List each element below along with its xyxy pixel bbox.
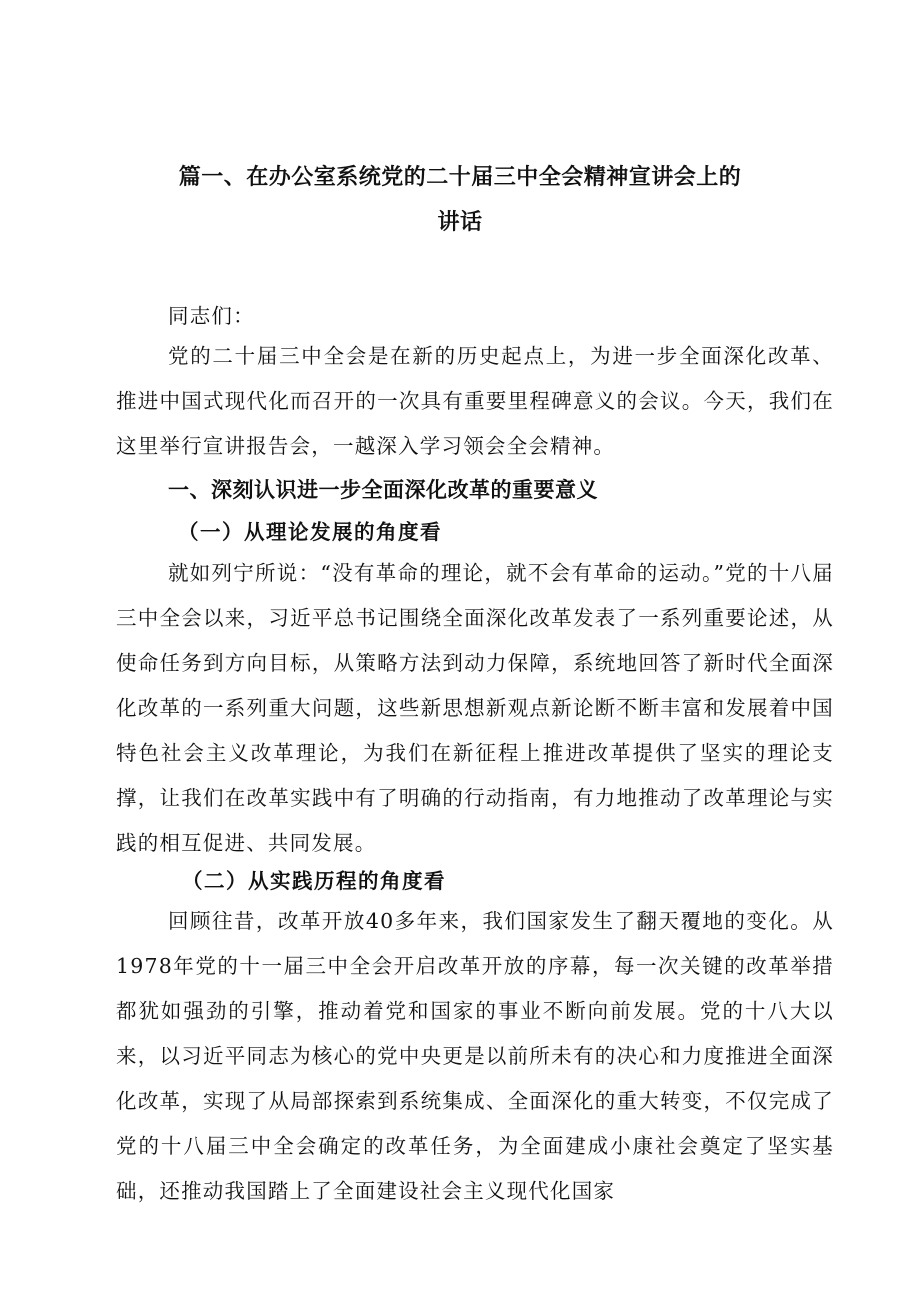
- subsection-2-paragraph: 回顾往昔，改革开放40多年来，我们国家发生了翻天覆地的变化。从1978年党的十一届三中全会开启改革开放的序幕，每一次关键的改革举措都犹如强劲的引擎，推动着党和国家的事业不断向前发展。党的十八大以来，以习近平同志为核心的党中央更是以前所未有的决心和力度推进全面深化改革，实现了从局部探索到系统集成、全面深化的重大转变，不仅完成了党的十八届三中全会确定的改革任务，为全面建成小康社会奠定了坚实基础，还推动我国踏上了全面建设社会主义现代化国家: [116, 909, 834, 1203]
- subsection-1-heading: （一）从理论发展的角度看: [178, 520, 442, 544]
- section-1-heading: 一、深刻认识进一步全面深化改革的重要意义: [168, 478, 598, 502]
- subsection-2-heading: （二）从实践历程的角度看: [182, 869, 446, 893]
- subsection-1-paragraph: 就如列宁所说：“没有革命的理论，就不会有革命的运动。”党的十八届三中全会以来，习近平总书记围绕全面深化改革发表了一系列重要论述，从使命任务到方向目标，从策略方法到动力保障，系统地回答了新时代全面深化改革的一系列重大问题，这些新思想新观点新论断不断丰富和发展着中国特色社会主义改革理论，为我们在新征程上推进改革提供了坚实的理论支撑，让我们在改革实践中有了明确的行动指南，有力地推动了改革理论与实践的相互促进、共同发展。: [116, 561, 834, 855]
- document-title-line-2: 讲话: [437, 210, 483, 235]
- intro-paragraph: 党的二十届三中全会是在新的历史起点上，为进一步全面深化改革、推进中国式现代化而召开的一次具有重要里程碑意义的会议。今天，我们在这里举行宣讲报告会，一越深入学习领会全会精神。: [116, 344, 834, 458]
- document-title-line-1: 篇一、在办公室系统党的二十届三中全会精神宣讲会上的: [178, 165, 742, 190]
- salutation: 同志们：: [168, 304, 255, 328]
